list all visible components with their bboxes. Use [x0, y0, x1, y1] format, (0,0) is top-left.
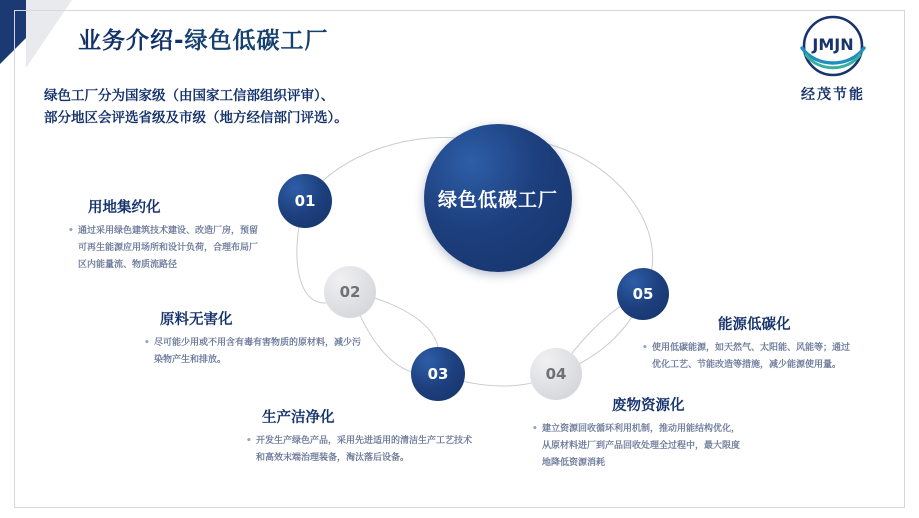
node-05-description: • 使用低碳能源，如天然气、太阳能、风能等；通过优化工艺、节能改造等措施，减少能源使用量。: [640, 340, 855, 374]
node-02-text-block: [142, 308, 362, 369]
node-02-description: • 尽可能少用或不用含有毒有害物质的原材料，减少污染物产生和排放。: [142, 335, 362, 369]
node-01[interactable]: [278, 174, 332, 228]
node-03-heading: 生产洁净化: [262, 410, 335, 426]
node-04-heading: 废物资源化: [612, 398, 685, 414]
node-03-text-block: [244, 406, 474, 467]
logo-company-name: 经茂节能: [801, 87, 865, 103]
node-03[interactable]: [411, 347, 465, 401]
node-05-number: 05: [632, 285, 654, 303]
node-02-heading: 原料无害化: [160, 312, 233, 328]
node-01-description: • 通过采用绿色建筑技术建设、改造厂房，预留可再生能源应用场所和设计负荷，合理布局厂区内能量流、物质流路径: [66, 223, 266, 274]
page-title-accent: 绿色低碳工厂: [184, 28, 329, 54]
node-02-number: 02: [339, 283, 361, 301]
node-05-text-block: [640, 313, 855, 374]
page-title-main: 业务介绍-: [78, 28, 185, 54]
node-03-number: 03: [427, 365, 449, 383]
node-01-heading: 用地集约化: [88, 200, 161, 216]
node-01-text-block: [66, 196, 266, 274]
node-04-description: • 建立资源回收循环利用机制，推动用能结构优化，从原材料进厂到产品回收处理全过程中，最大限度地降低资源消耗: [530, 421, 740, 472]
subtitle-line-2: 部分地区会评选省级及市级（地方经信部门评选）。: [44, 110, 348, 126]
node-04[interactable]: [530, 348, 582, 400]
svg-text:JMJN: JMJN: [812, 35, 854, 54]
node-04-number: 04: [545, 365, 567, 383]
node-01-number: 01: [294, 192, 316, 210]
center-node-label: 绿色低碳工厂: [437, 188, 558, 211]
center-node: [424, 124, 572, 272]
node-03-description: • 开发生产绿色产品，采用先进适用的清洁生产工艺技术和高效末端治理装备，淘汰落后设备。: [244, 433, 474, 467]
subtitle-line-1: 绿色工厂分为国家级（由国家工信部组织评审）、: [44, 88, 335, 104]
node-04-text-block: [530, 394, 740, 472]
node-05-heading: 能源低碳化: [718, 317, 791, 333]
